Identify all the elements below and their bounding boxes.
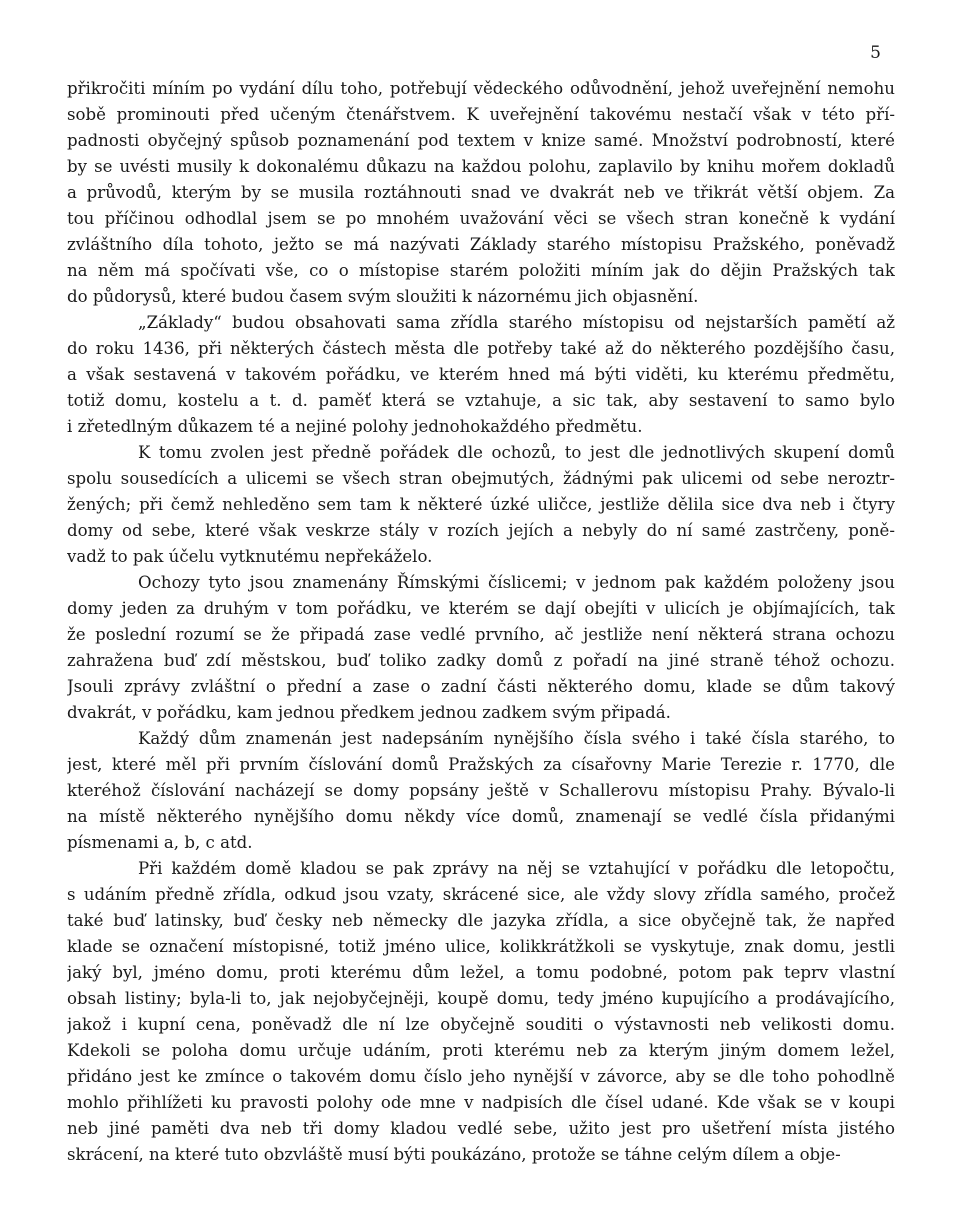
text-line: jakož i kupní cena, poněvadž dle ní lze obyčejně souditi o výstavnosti neb velikosti domu. [67, 1015, 895, 1034]
paragraph [67, 856, 895, 1168]
text-line: s udáním předně zřídla, odkud jsou vzaty, skrácené sice, ale vždy slovy zřídla samého, pročež [67, 885, 895, 904]
paragraph [67, 76, 895, 310]
text-line: klade se označení místopisné, totiž jméno ulice, kolikkrátžkoli se vyskytuje, znak domu, jestli [67, 937, 895, 956]
paragraph [67, 440, 895, 570]
text-line: Jsouli zprávy zvláštní o přední a zase o zadní části některého domu, klade se dům takový [67, 677, 895, 696]
text-line: „Základy“ budou obsahovati sama zřídla starého místopisu od nejstarších pamětí až [138, 313, 895, 332]
text-line: přikročiti míním po vydání dílu toho, potřebují vědeckého odůvodnění, jehož uveřejnění nemohu [67, 79, 895, 98]
text-line: Každý dům znamenán jest nadepsáním nynějšího čísla svého i také čísla starého, to [138, 729, 895, 748]
text-line: Při každém domě kladou se pak zprávy na něj se vztahující v pořádku dle letopočtu, [138, 859, 895, 878]
text-line: by se uvésti musily k dokonalému důkazu na každou polohu, zaplavilo by knihu mořem dokladů [67, 157, 895, 176]
text-line: zvláštního díla tohoto, ježto se má nazývati Základy starého místopisu Pražského, poněvadž [67, 235, 895, 254]
text-line: neb jiné paměti dva neb tři domy kladou vedlé sebe, užito jest pro ušetření místa jistého [67, 1119, 895, 1138]
page-number: 5 [870, 43, 881, 63]
text-line: jaký byl, jméno domu, proti kterému dům ležel, a tomu podobné, potom pak teprv vlastní [67, 963, 895, 982]
text-line: žených; při čemž nehleděno sem tam k některé úzké uličce, jestliže dělila sice dva neb i čtyry [67, 495, 895, 514]
text-line: spolu sousedících a ulicemi se všech stran obejmutých, žádnými pak ulicemi od sebe neroztr- [67, 469, 895, 488]
text-line: na něm má spočívati vše, co o místopise starém položiti míním jak do dějin Pražských tak [67, 261, 895, 280]
text-line: a však sestavená v takovém pořádku, ve kterém hned má býti viděti, ku kterému předmětu, [67, 365, 895, 384]
text-line: tou příčinou odhodlal jsem se po mnohém uvažování věci se všech stran konečně k vydání [67, 209, 895, 228]
paragraph [67, 570, 895, 726]
text-line: K tomu zvolen jest předně pořádek dle ochozů, to jest dle jednotlivých skupení domů [138, 443, 895, 462]
text-line: do roku 1436, při některých částech města dle potřeby také až do některého pozdějšího času, [67, 339, 895, 358]
body-text [67, 76, 895, 1168]
text-line: na místě některého nynějšího domu někdy více domů, znamenají se vedlé čísla přidanými [67, 807, 895, 826]
paragraph [67, 310, 895, 440]
text-line: kteréhož číslování nacházejí se domy popsány ještě v Schallerovu místopisu Prahy. Bývalo-li [67, 781, 895, 800]
text-line: domy od sebe, které však veskrze stály v rozích jejích a nebyly do ní samé zastrčeny, poně- [67, 521, 895, 540]
text-line: totiž domu, kostelu a t. d. paměť která se vztahuje, a sic tak, aby sestavení to samo bylo [67, 391, 895, 410]
text-line: mohlo přihlížeti ku pravosti polohy ode mne v nadpisích dle čísel udané. Kde však se v koupi [67, 1093, 895, 1112]
text-line: jest, které měl při prvním číslování domů Pražských za císařovny Marie Terezie r. 1770, dle [67, 755, 895, 774]
text-line: i zřetedlným důkazem té a nejiné polohy jednohokaždého předmětu. [67, 417, 643, 436]
text-line: domy jeden za druhým v tom pořádku, ve kterém se dají obejíti v ulicích je objímajících, tak [67, 599, 895, 618]
text-line: vadž to pak účelu vytknutému nepřekáželo. [67, 547, 433, 566]
text-line: skrácení, na které tuto obzvláště musí býti poukázáno, protože se táhne celým dílem a obje- [67, 1145, 841, 1164]
text-line: sobě prominouti před učeným čtenářstvem. K uveřejnění takovému nestačí však v této pří- [67, 105, 895, 124]
text-line: obsah listiny; byla-li to, jak nejobyčejněji, koupě domu, tedy jméno kupujícího a prodávajícího, [67, 989, 895, 1008]
text-line: padnosti obyčejný spůsob poznamenání pod textem v knize samé. Množství podrobností, které [67, 131, 895, 150]
text-line: Kdekoli se poloha domu určuje udáním, proti kterému neb za kterým jiným domem ležel, [67, 1041, 895, 1060]
text-line: zahražena buď zdí městskou, buď toliko zadky domů z pořadí na jiné straně téhož ochozu. [67, 651, 895, 670]
text-line: do půdorysů, které budou časem svým sloužiti k názornému jich objasnění. [67, 287, 699, 306]
text-line: písmenami a, b, c atd. [67, 833, 253, 852]
text-line: že poslední rozumí se že připadá zase vedlé prvního, ač jestliže není některá strana ochozu [67, 625, 895, 644]
text-line: dvakrát, v pořádku, kam jednou předkem jednou zadkem svým připadá. [67, 703, 671, 722]
text-line: také buď latinsky, buď česky neb německy dle jazyka zřídla, a sice obyčejně tak, že napřed [67, 911, 895, 930]
text-line: Ochozy tyto jsou znamenány Římskými číslicemi; v jednom pak každém položeny jsou [138, 573, 895, 592]
paragraph [67, 726, 895, 856]
text-line: přidáno jest ke zmínce o takovém domu číslo jeho nynější v závorce, aby se dle toho pohodlně [67, 1067, 895, 1086]
text-line: a průvodů, kterým by se musila roztáhnouti snad ve dvakrát neb ve třikrát větší objem. Za [67, 183, 895, 202]
